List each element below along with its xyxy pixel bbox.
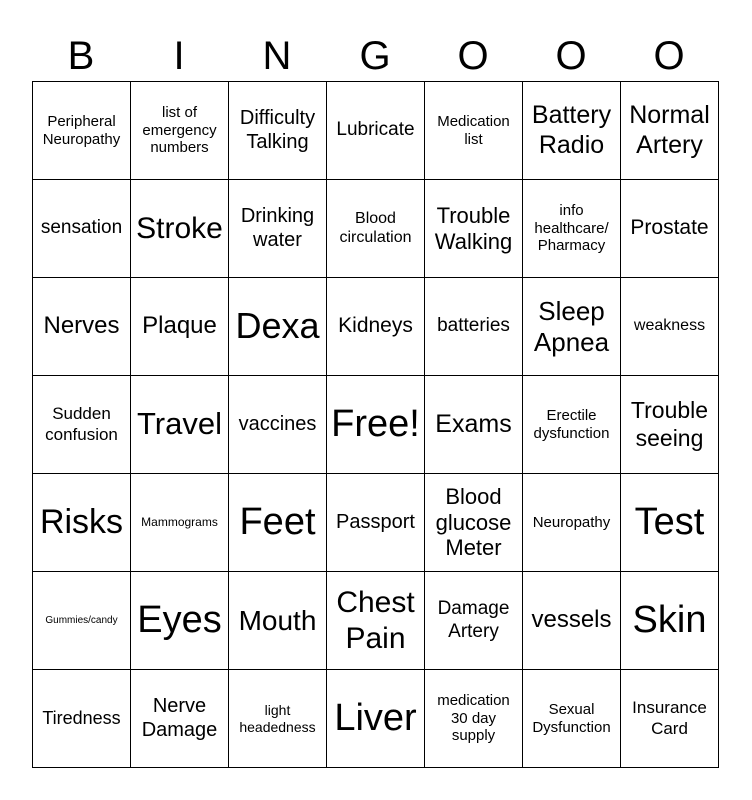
bingo-cell-label: Sudden confusion xyxy=(45,404,118,444)
bingo-cell-label: list of emergency numbers xyxy=(142,103,217,157)
bingo-cell-r2-c4[interactable] xyxy=(327,180,425,278)
bingo-cell-r1-c4[interactable] xyxy=(327,82,425,180)
bingo-cell-r7-c3[interactable] xyxy=(229,670,327,768)
bingo-cell-label: vaccines xyxy=(238,412,317,435)
bingo-cell-label: Insurance Card xyxy=(632,698,707,738)
bingo-cell-r3-c1[interactable] xyxy=(33,278,131,376)
bingo-cell-r6-c1[interactable] xyxy=(33,572,131,670)
bingo-cell-r1-c6[interactable] xyxy=(523,82,621,180)
bingo-cell-r7-c2[interactable] xyxy=(131,670,229,768)
bingo-cell-label: Sleep Apnea xyxy=(533,295,610,357)
bingo-header xyxy=(32,30,718,82)
bingo-cell-label: Sexual Dysfunction xyxy=(532,700,611,736)
bingo-cell-label: Battery Radio xyxy=(531,101,612,159)
bingo-cell-label: Mammograms xyxy=(141,515,218,530)
bingo-cell-label: Risks xyxy=(39,503,124,542)
bingo-cell-label: Erectile dysfunction xyxy=(533,406,610,442)
bingo-cell-r4-c2[interactable] xyxy=(131,376,229,474)
bingo-cell-r6-c2[interactable] xyxy=(131,572,229,670)
bingo-cell-r3-c4[interactable] xyxy=(327,278,425,376)
bingo-cell-label: Blood circulation xyxy=(339,209,412,246)
header-letter-5: O xyxy=(457,34,489,78)
bingo-cell-r4-c4[interactable] xyxy=(327,376,425,474)
bingo-cell-label: Damage Artery xyxy=(437,598,510,642)
bingo-cell-label: Mouth xyxy=(238,604,317,636)
bingo-cell-label: Prostate xyxy=(630,216,709,240)
bingo-cell-label: Passport xyxy=(336,510,415,533)
bingo-cell-r4-c5[interactable] xyxy=(425,376,523,474)
bingo-cell-r3-c5[interactable] xyxy=(425,278,523,376)
bingo-cell-r3-c2[interactable] xyxy=(131,278,229,376)
bingo-cell-r2-c2[interactable] xyxy=(131,180,229,278)
bingo-cell-r5-c1[interactable] xyxy=(33,474,131,572)
bingo-cell-label: Liver xyxy=(334,697,417,740)
bingo-cell-r6-c5[interactable] xyxy=(425,572,523,670)
bingo-cell-r7-c5[interactable] xyxy=(425,670,523,768)
bingo-cell-label: Blood glucose Meter xyxy=(435,483,512,561)
bingo-cell-label: Gummies/candy xyxy=(45,614,118,626)
bingo-cell-label: Medication list xyxy=(437,112,510,148)
bingo-cell-r4-c6[interactable] xyxy=(523,376,621,474)
bingo-cell-label: Drinking water xyxy=(240,204,315,251)
bingo-cell-r5-c5[interactable] xyxy=(425,474,523,572)
bingo-cell-r6-c7[interactable] xyxy=(621,572,719,670)
bingo-board xyxy=(32,81,719,768)
bingo-cell-r2-c3[interactable] xyxy=(229,180,327,278)
bingo-cell-label: Eyes xyxy=(137,599,222,642)
bingo-cell-label: Travel xyxy=(137,406,222,442)
bingo-cell-label: info healthcare/ Pharmacy xyxy=(534,201,609,255)
bingo-cell-r5-c6[interactable] xyxy=(523,474,621,572)
bingo-cell-label: Stroke xyxy=(136,211,223,245)
bingo-cell-label: Feet xyxy=(239,501,316,544)
bingo-cell-r2-c1[interactable] xyxy=(33,180,131,278)
bingo-cell-label: Peripheral Neuropathy xyxy=(42,112,121,148)
bingo-cell-r1-c5[interactable] xyxy=(425,82,523,180)
bingo-cell-label: Test xyxy=(634,501,705,544)
bingo-cell-label: medication 30 day supply xyxy=(437,691,510,745)
bingo-cell-label: Nerve Damage xyxy=(141,694,218,741)
bingo-cell-label: Dexa xyxy=(235,305,320,347)
bingo-cell-r5-c3[interactable] xyxy=(229,474,327,572)
bingo-cell-label: batteries xyxy=(437,315,510,337)
bingo-cell-r7-c1[interactable] xyxy=(33,670,131,768)
header-letter-3: N xyxy=(262,34,292,78)
bingo-cell-r5-c2[interactable] xyxy=(131,474,229,572)
header-letter-1: B xyxy=(67,34,95,78)
bingo-cell-label: Kidneys xyxy=(338,314,413,338)
bingo-cell-r3-c6[interactable] xyxy=(523,278,621,376)
bingo-cell-r5-c7[interactable] xyxy=(621,474,719,572)
bingo-cell-r7-c7[interactable] xyxy=(621,670,719,768)
bingo-cell-r4-c1[interactable] xyxy=(33,376,131,474)
bingo-cell-label: Difficulty Talking xyxy=(239,106,316,153)
bingo-cell-r6-c4[interactable] xyxy=(327,572,425,670)
bingo-cell-label: Plaque xyxy=(142,312,217,340)
bingo-cell-r4-c7[interactable] xyxy=(621,376,719,474)
bingo-cell-label: Nerves xyxy=(43,312,120,340)
bingo-cell-r4-c3[interactable] xyxy=(229,376,327,474)
bingo-cell-r7-c4[interactable] xyxy=(327,670,425,768)
bingo-cell-r5-c4[interactable] xyxy=(327,474,425,572)
bingo-cell-r7-c6[interactable] xyxy=(523,670,621,768)
bingo-cell-label: sensation xyxy=(40,217,123,239)
header-letter-7: O xyxy=(653,34,685,78)
header-letter-4: G xyxy=(359,34,391,78)
bingo-cell-label: Trouble seeing xyxy=(630,397,709,451)
bingo-cell-label: Normal Artery xyxy=(629,101,710,159)
bingo-cell-label: Chest Pain xyxy=(336,586,415,655)
bingo-cell-label: light headedness xyxy=(239,701,316,735)
bingo-cell-label: Trouble Walking xyxy=(434,202,513,254)
bingo-cell-r2-c7[interactable] xyxy=(621,180,719,278)
bingo-cell-label: Tiredness xyxy=(42,707,121,728)
bingo-cell-r1-c3[interactable] xyxy=(229,82,327,180)
bingo-cell-label: weakness xyxy=(633,317,706,335)
bingo-cell-label: Free! xyxy=(331,403,420,446)
bingo-cell-r2-c6[interactable] xyxy=(523,180,621,278)
bingo-cell-r1-c2[interactable] xyxy=(131,82,229,180)
bingo-cell-r6-c6[interactable] xyxy=(523,572,621,670)
bingo-cell-label: Neuropathy xyxy=(532,513,611,531)
bingo-cell-label: vessels xyxy=(531,606,612,634)
bingo-cell-r1-c1[interactable] xyxy=(33,82,131,180)
header-letter-6: O xyxy=(555,34,587,78)
bingo-cell-label: Skin xyxy=(632,599,707,642)
bingo-cell-r3-c7[interactable] xyxy=(621,278,719,376)
bingo-cell-r2-c5[interactable] xyxy=(425,180,523,278)
bingo-cell-r3-c3[interactable] xyxy=(229,278,327,376)
bingo-cell-r6-c3[interactable] xyxy=(229,572,327,670)
bingo-cell-r1-c7[interactable] xyxy=(621,82,719,180)
header-letter-2: I xyxy=(173,34,185,78)
bingo-cell-label: Exams xyxy=(435,409,512,438)
bingo-cell-label: Lubricate xyxy=(336,119,415,141)
